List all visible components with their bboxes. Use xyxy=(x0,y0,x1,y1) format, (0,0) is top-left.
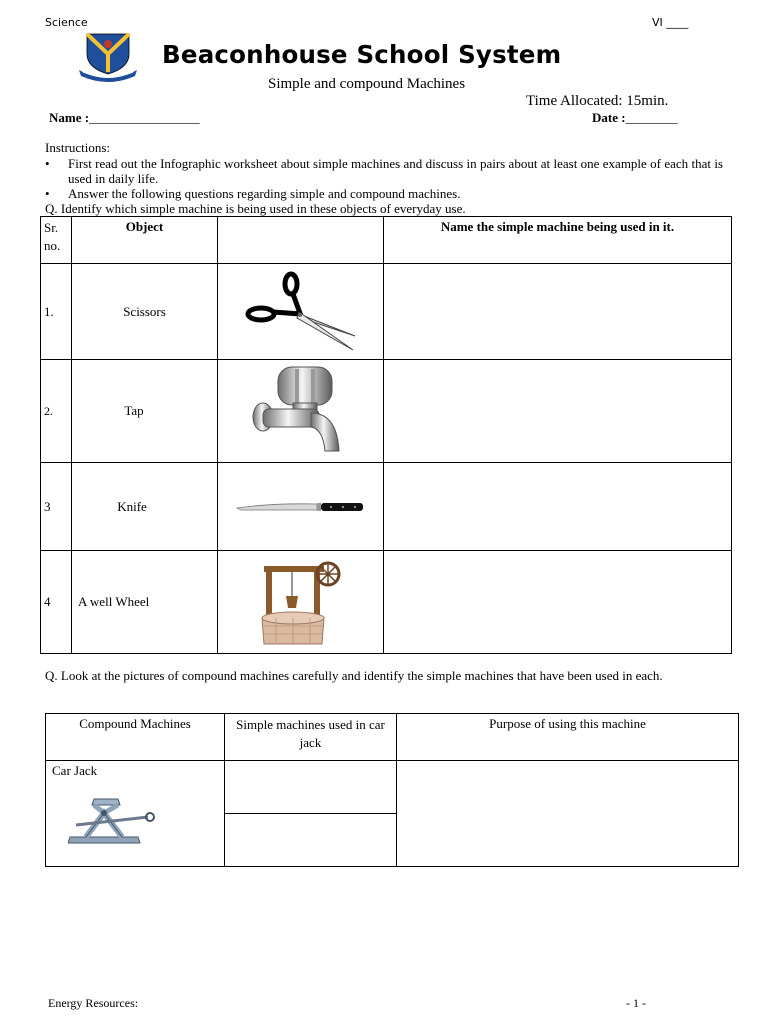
instruction-item xyxy=(45,156,723,186)
col-header-sr: Sr. no. xyxy=(41,217,72,264)
page-number: - 1 - xyxy=(626,996,646,1010)
row-object: Scissors xyxy=(72,264,218,360)
name-label: Name : xyxy=(49,110,90,125)
col-header-purpose: Purpose of using this machine xyxy=(397,714,739,761)
bullet-icon: • xyxy=(45,186,50,201)
question-2-prompt: Q. Look at the pictures of compound machines carefully and identify the simple machines that have been used in each. xyxy=(45,668,663,683)
row-object: A well Wheel xyxy=(72,551,218,654)
row-object: Knife xyxy=(72,463,218,551)
compound-machines-table xyxy=(45,713,739,867)
table-row xyxy=(41,264,732,360)
name-field[interactable] xyxy=(49,110,200,126)
row-sr: 4 xyxy=(41,551,72,654)
car-jack-icon xyxy=(68,789,221,845)
row-sr: 3 xyxy=(41,463,72,551)
row-sr: 1. xyxy=(41,264,72,360)
scissors-icon xyxy=(218,264,384,360)
col-header-image xyxy=(218,217,384,264)
table-header-row xyxy=(41,217,732,264)
machine-name: Car Jack xyxy=(52,763,98,778)
compound-machine-cell xyxy=(46,761,225,867)
purpose-cell[interactable] xyxy=(397,761,739,867)
table-row xyxy=(41,463,732,551)
answer-cell[interactable] xyxy=(384,360,732,463)
well-wheel-icon xyxy=(218,551,384,654)
date-field[interactable] xyxy=(592,110,678,126)
col-header-object: Object xyxy=(72,217,218,264)
class-label: VI ____ xyxy=(652,16,689,29)
instruction-text: First read out the Infographic worksheet about simple machines and discuss in pairs about at least one example of each that is used in daily life. xyxy=(68,156,723,186)
col-header-compound: Compound Machines xyxy=(46,714,225,761)
name-blank: _________________ xyxy=(89,110,200,125)
table-header-row xyxy=(46,714,739,761)
col-header-answer: Name the simple machine being used in it. xyxy=(384,217,732,264)
col-header-simple-machines: Simple machines used in car jack xyxy=(225,714,397,761)
simple-machines-table xyxy=(40,216,732,654)
bullet-icon: • xyxy=(45,156,50,171)
answer-cell[interactable] xyxy=(384,463,732,551)
answer-cell[interactable] xyxy=(384,551,732,654)
instruction-item xyxy=(45,186,723,201)
instructions-heading: Instructions: xyxy=(45,140,110,155)
answer-cell[interactable] xyxy=(225,814,397,867)
table-row xyxy=(41,360,732,463)
row-object: Tap xyxy=(72,360,218,463)
row-sr: 2. xyxy=(41,360,72,463)
table-row xyxy=(46,761,739,814)
subject-label: Science xyxy=(45,16,88,29)
answer-cell[interactable] xyxy=(384,264,732,360)
school-logo-icon xyxy=(73,30,143,82)
worksheet-title: Simple and compound Machines xyxy=(268,76,466,92)
answer-cell[interactable] xyxy=(225,761,397,814)
footer-left: Energy Resources: xyxy=(48,996,139,1010)
instruction-text: Answer the following questions regarding simple and compound machines. xyxy=(68,186,461,201)
date-blank: ________ xyxy=(625,110,678,125)
date-label: Date : xyxy=(592,110,626,125)
school-name: Beaconhouse School System xyxy=(162,40,562,69)
time-allocated: Time Allocated: 15min. xyxy=(526,93,669,109)
question-1-prompt: Q. Identify which simple machine is being used in these objects of everyday use. xyxy=(45,201,466,216)
tap-icon xyxy=(218,360,384,463)
table-row xyxy=(41,551,732,654)
knife-icon xyxy=(218,463,384,551)
